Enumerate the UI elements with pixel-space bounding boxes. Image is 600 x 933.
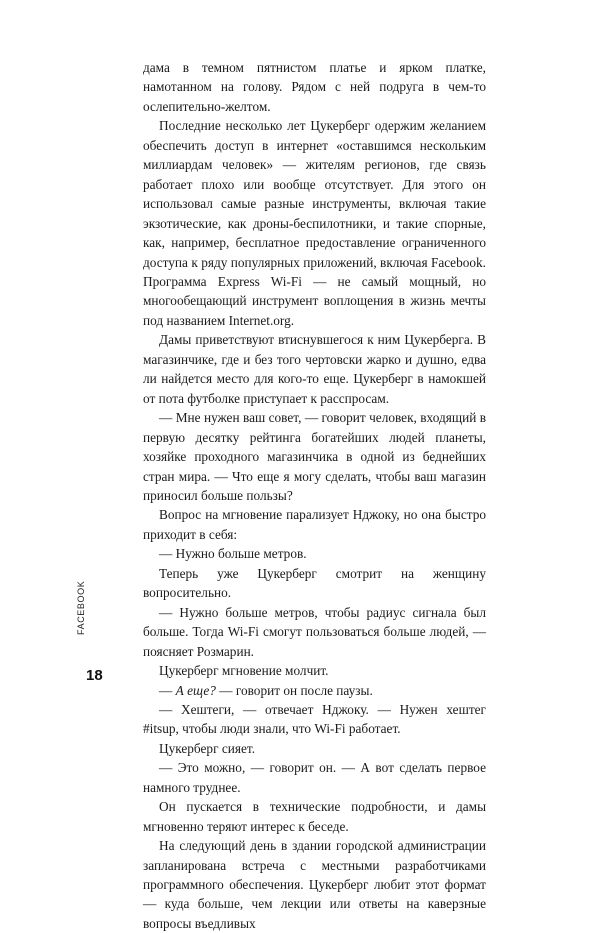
paragraph-next-day: На следующий день в здании городской администрации запланирована встреча с местными разработчиками программного обеспечения. Цукерберг любит этот формат — куда больше, чем лекции или ответы на каверзные вопросы въедливых (143, 838, 486, 931)
paragraph-ladies-greet: Дамы приветствуют втиснувшегося к ним Цукерберга. В магазинчике, где и без того чертовски жарко и душно, едва ли найдется место для кого-то еще. Цукерберг в намокшей от пота футболке приступает к расспросам. (143, 332, 486, 406)
running-head: FACEBOOK (76, 580, 86, 635)
paragraph-more-meters: — Нужно больше метров. (159, 546, 307, 562)
paragraph-beams: Цукерберг сияет. (159, 740, 256, 756)
paragraph-rosemary-explains: — Нужно больше метров, чтобы радиус сигнала был больше. Тогда Wi-Fi смогут пользоваться больше людей, — поясняет Розмарин. (143, 604, 486, 659)
paragraph-continued: дама в темном пятнистом платье и ярком платке, намотанном на голову. Рядом с ней подруга в чем-то ослепительно-желтом. (143, 60, 486, 114)
paragraph-internet-access: Последние несколько лет Цукерберг одержим желанием обеспечить доступ в интернет «оставшимся нескольким миллиардам человек» — жителям регионов, где связь работает плохо или вообще отсутствует. Для этого он использовал самые разные инструменты, включая такие экзотические, как дроны-беспилотники, и такие спорные, как, например, бесплатное предоставление ограниченного доступа к ряду популярных приложений, включая Facebook. Программа Express Wi-Fi — не самый мощный, но многообещающий инструмент воплощения в жизнь мечты под названием Internet.org. (143, 118, 486, 328)
paragraph-what-else (143, 681, 486, 700)
paragraph-njoku-pause: Вопрос на мгновение парализует Нджоку, но она быстро приходит в себя: (143, 507, 486, 542)
body-text (143, 58, 486, 933)
paragraph-technical: Он пускается в технические подробности, и дамы мгновенно теряют интерес к беседе. (143, 799, 486, 834)
dialogue-dash: — (159, 682, 176, 698)
paragraph-zuckerberg-question: — Мне нужен ваш совет, — говорит человек, входящий в первую десятку рейтинга богатейших людей планеты, хозяйке проходного магазинчика в одной из беднейших стран мира. — Что еще я могу сделать, чтобы ваш магазин приносил больше пользы? (143, 410, 486, 503)
dialogue-rest: — говорит он после паузы. (215, 682, 373, 698)
page-number: 18 (86, 667, 103, 684)
paragraph-zuckerberg-looks: Теперь уже Цукерберг смотрит на женщину вопросительно. (143, 565, 486, 601)
paragraph-hashtags: — Хештеги, — отвечает Нджоку. — Нужен хештег #itsup, чтобы люди знали, что Wi-Fi работает. (143, 701, 486, 737)
paragraph-silence: Цукерберг мгновение молчит. (159, 663, 329, 679)
paragraph-possible: — Это можно, — говорит он. — А вот сделать первое намного труднее. (143, 760, 486, 795)
italic-question: А еще? (175, 682, 216, 698)
